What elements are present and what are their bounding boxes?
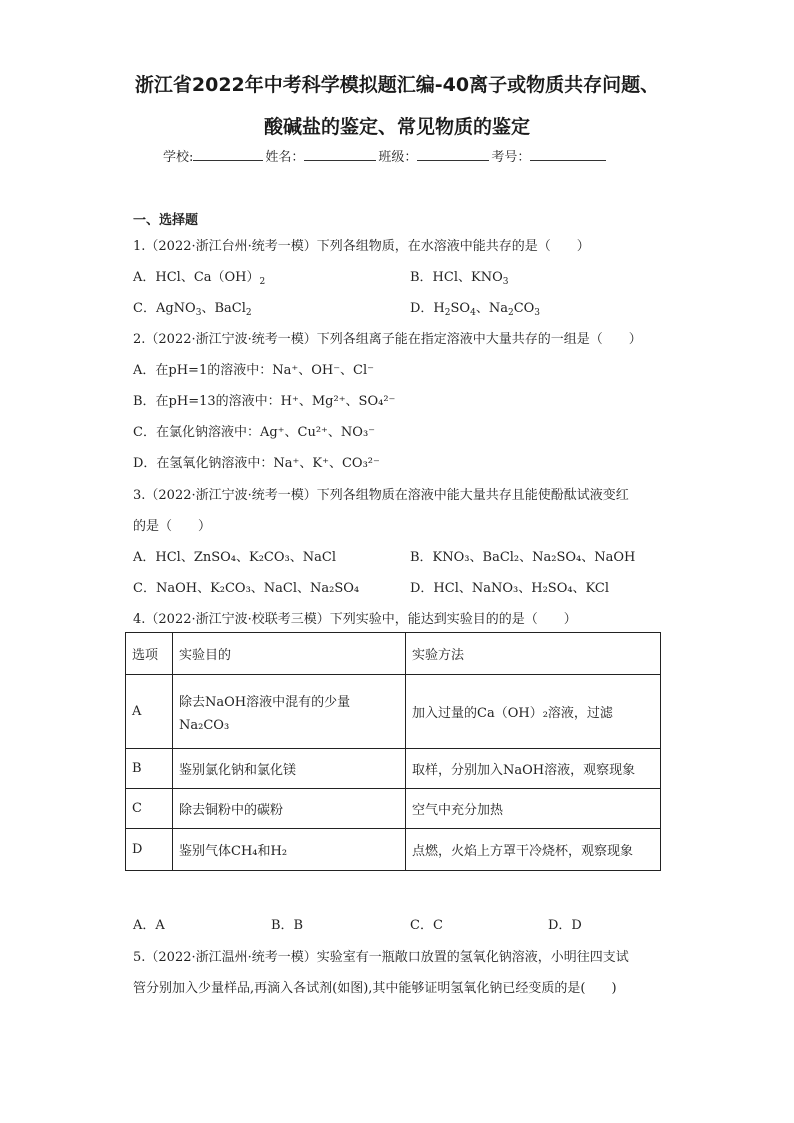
page-title-line2: 酸碱盐的鉴定、常见物质的鉴定 bbox=[263, 116, 530, 138]
table-cell-goal: 鉴别氯化钠和氯化镁 bbox=[173, 749, 406, 789]
name-label: 姓名： bbox=[265, 150, 305, 165]
page-title-line1: 浙江省2022年中考科学模拟题汇编-40离子或物质共存问题、 bbox=[134, 74, 660, 96]
q3-option-a[interactable]: A．HCl、ZnSO₄、K₂CO₃、NaCl bbox=[133, 550, 336, 565]
q3-option-d[interactable]: D．HCl、NaNO₃、H₂SO₄、KCl bbox=[410, 581, 610, 596]
school-label: 学校: bbox=[163, 150, 194, 165]
q1-option-a[interactable]: A．HCl、$Ca(OH)_2$ bbox=[133, 270, 266, 287]
class-field[interactable] bbox=[417, 147, 489, 161]
table-header-cell: 实验方法 bbox=[406, 633, 661, 675]
table-row bbox=[126, 749, 661, 789]
q4-answer-b[interactable]: B．B bbox=[271, 918, 304, 933]
table-row bbox=[126, 789, 661, 829]
q3-stem-line1: 3.（2022·浙江宁波·统考一模）下列各组物质在溶液中能大量共存且能使酚酞试液变红 bbox=[133, 488, 629, 503]
q2-option-a[interactable]: A．在pH=1的溶液中：Na⁺、OH⁻、Cl⁻ bbox=[133, 363, 375, 378]
q2-option-b[interactable]: B．在pH=13的溶液中：H⁺、Mg²⁺、SO₄²⁻ bbox=[133, 394, 396, 409]
table-cell-method: 取样，分别加入NaOH溶液，观察现象 bbox=[406, 749, 661, 789]
table-cell-option: C bbox=[126, 789, 173, 829]
name-field[interactable] bbox=[304, 147, 376, 161]
q2-option-c[interactable]: C．在氯化钠溶液中：Ag⁺、Cu²⁺、NO₃⁻ bbox=[133, 425, 376, 440]
exam-no-field[interactable] bbox=[530, 147, 606, 161]
q4-stem: 4.（2022·浙江宁波·校联考三模）下列实验中，能达到实验目的的是（ ） bbox=[133, 612, 577, 627]
table-row bbox=[126, 675, 661, 749]
table-cell-method: 空气中充分加热 bbox=[406, 789, 661, 829]
exam-no-label: 考号： bbox=[491, 150, 531, 165]
q3-stem-line2: 的是（ ） bbox=[133, 519, 212, 534]
table-cell-goal: 除去铜粉中的碳粉 bbox=[173, 789, 406, 829]
table-cell-option: B bbox=[126, 749, 173, 789]
table-cell-goal: 除去NaOH溶液中混有的少量 Na₂CO₃ bbox=[173, 675, 406, 749]
q3-option-b[interactable]: B．KNO₃、BaCl₂、Na₂SO₄、NaOH bbox=[410, 550, 636, 565]
q4-answer-a[interactable]: A．A bbox=[133, 918, 165, 933]
q4-answer-d[interactable]: D．D bbox=[548, 918, 582, 933]
section-heading: 一、选择题 bbox=[133, 213, 199, 228]
table-header-cell: 选项 bbox=[126, 633, 173, 675]
q1-stem: 1.（2022·浙江台州·统考一模）下列各组物质，在水溶液中能共存的是（ ） bbox=[133, 239, 590, 254]
table-cell-option: A bbox=[126, 675, 173, 749]
school-field[interactable] bbox=[193, 147, 263, 161]
q4-answer-c[interactable]: C．C bbox=[410, 918, 443, 933]
class-label: 班级： bbox=[378, 150, 418, 165]
table-cell-method: 加入过量的Ca（OH）₂溶液，过滤 bbox=[406, 675, 661, 749]
q1-option-c[interactable]: C．AgNO$_3$、BaCl$_2$ bbox=[133, 301, 252, 318]
table-header-row bbox=[126, 633, 661, 675]
q3-option-c[interactable]: C．NaOH、K₂CO₃、NaCl、Na₂SO₄ bbox=[133, 581, 360, 596]
q2-option-d[interactable]: D．在氢氧化钠溶液中：Na⁺、K⁺、CO₃²⁻ bbox=[133, 456, 380, 471]
table-cell-method: 点燃，火焰上方罩干冷烧杯，观察现象 bbox=[406, 829, 661, 871]
student-info-line bbox=[163, 146, 608, 165]
q5-stem-line2: 管分别加入少量样品,再滴入各试剂(如图),其中能够证明氢氧化钠已经变质的是( ) bbox=[133, 981, 617, 996]
q1-option-d[interactable]: D．$H_2SO_4$、$Na_2CO_3$ bbox=[410, 301, 541, 318]
table-cell-option: D bbox=[126, 829, 173, 871]
q4-experiment-table bbox=[125, 632, 661, 871]
q5-stem-line1: 5.（2022·浙江温州·统考一模）实验室有一瓶敞口放置的氢氧化钠溶液，小明往四支试 bbox=[133, 950, 629, 965]
table-cell-goal: 鉴别气体CH₄和H₂ bbox=[173, 829, 406, 871]
q2-stem: 2.（2022·浙江宁波·统考一模）下列各组离子能在指定溶液中大量共存的一组是（ ） bbox=[133, 332, 642, 347]
table-row bbox=[126, 829, 661, 871]
q1-option-b[interactable]: B．HCl、$KNO_3$ bbox=[410, 270, 509, 287]
table-header-cell: 实验目的 bbox=[173, 633, 406, 675]
